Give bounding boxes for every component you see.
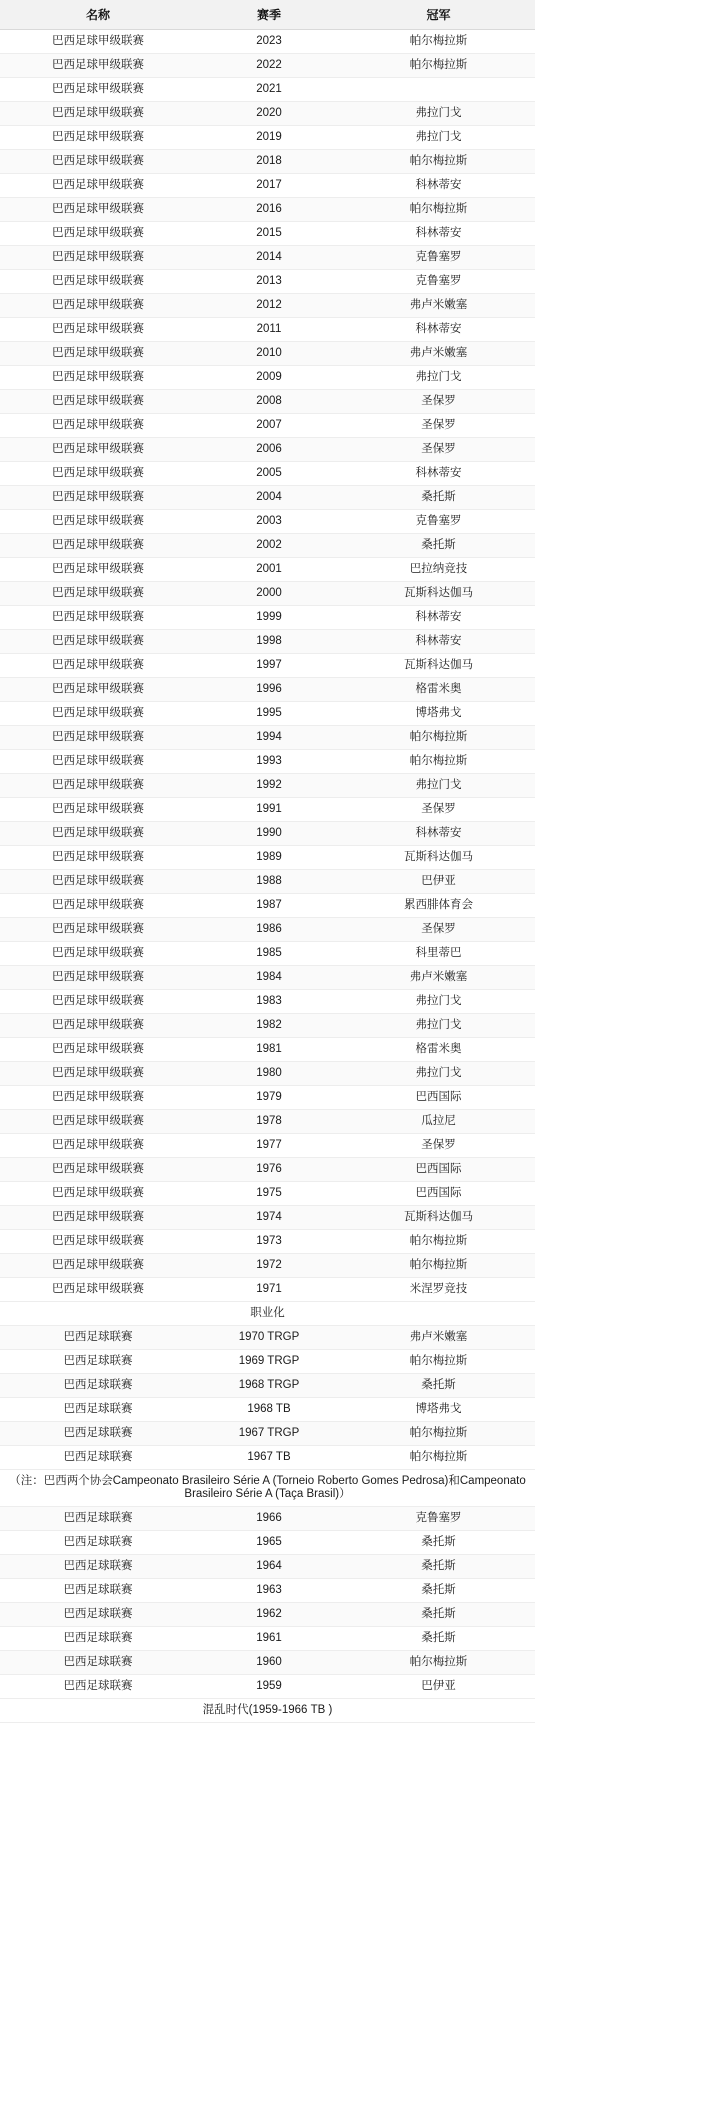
cell-season: 1990 <box>196 822 342 846</box>
table-row <box>0 1350 535 1374</box>
cell-champion: 帕尔梅拉斯 <box>342 30 535 54</box>
table-row <box>0 414 535 438</box>
column-header-name: 名称 <box>0 0 196 30</box>
cell-league-name: 巴西足球甲级联赛 <box>0 918 196 942</box>
cell-champion: 博塔弗戈 <box>342 702 535 726</box>
cell-season: 1984 <box>196 966 342 990</box>
cell-champion: 圣保罗 <box>342 390 535 414</box>
cell-champion: 帕尔梅拉斯 <box>342 1446 535 1470</box>
cell-season: 1960 <box>196 1651 342 1675</box>
cell-league-name: 巴西足球甲级联赛 <box>0 198 196 222</box>
cell-league-name: 巴西足球甲级联赛 <box>0 486 196 510</box>
cell-season: 2016 <box>196 198 342 222</box>
cell-league-name: 巴西足球甲级联赛 <box>0 750 196 774</box>
cell-league-name: 巴西足球甲级联赛 <box>0 414 196 438</box>
cell-champion: 克鲁塞罗 <box>342 246 535 270</box>
cell-season: 1977 <box>196 1134 342 1158</box>
cell-champion: 帕尔梅拉斯 <box>342 54 535 78</box>
cell-season: 2008 <box>196 390 342 414</box>
column-header-season: 赛季 <box>196 0 342 30</box>
section-divider-label: 混乱时代(1959-1966 TB ) <box>0 1699 535 1723</box>
cell-champion: 圣保罗 <box>342 414 535 438</box>
table-row <box>0 606 535 630</box>
cell-season: 2011 <box>196 318 342 342</box>
table-row <box>0 366 535 390</box>
cell-league-name: 巴西足球联赛 <box>0 1507 196 1531</box>
table-row <box>0 54 535 78</box>
cell-league-name: 巴西足球甲级联赛 <box>0 678 196 702</box>
cell-season: 1976 <box>196 1158 342 1182</box>
table-row <box>0 798 535 822</box>
cell-season: 2021 <box>196 78 342 102</box>
cell-champion: 桑托斯 <box>342 1603 535 1627</box>
cell-league-name: 巴西足球甲级联赛 <box>0 630 196 654</box>
cell-champion: 弗拉门戈 <box>342 990 535 1014</box>
cell-season: 2010 <box>196 342 342 366</box>
cell-champion: 瓜拉尼 <box>342 1110 535 1134</box>
cell-season: 1985 <box>196 942 342 966</box>
cell-season: 1962 <box>196 1603 342 1627</box>
table-row <box>0 630 535 654</box>
cell-season: 2017 <box>196 174 342 198</box>
cell-season: 1968 TB <box>196 1398 342 1422</box>
table-row <box>0 1278 535 1302</box>
table-row <box>0 654 535 678</box>
cell-season: 1965 <box>196 1531 342 1555</box>
cell-champion: 帕尔梅拉斯 <box>342 1651 535 1675</box>
cell-champion: 桑托斯 <box>342 1374 535 1398</box>
table-row <box>0 102 535 126</box>
table-row <box>0 1014 535 1038</box>
cell-league-name: 巴西足球甲级联赛 <box>0 102 196 126</box>
note-row <box>0 1470 535 1507</box>
section-divider-row <box>0 1302 535 1326</box>
cell-season: 1991 <box>196 798 342 822</box>
table-row <box>0 822 535 846</box>
table-row <box>0 1422 535 1446</box>
cell-season: 1967 TRGP <box>196 1422 342 1446</box>
cell-champion: 科林蒂安 <box>342 606 535 630</box>
cell-league-name: 巴西足球甲级联赛 <box>0 318 196 342</box>
cell-season: 1968 TRGP <box>196 1374 342 1398</box>
table-row <box>0 1603 535 1627</box>
table-row <box>0 510 535 534</box>
cell-champion: 科林蒂安 <box>342 222 535 246</box>
cell-league-name: 巴西足球联赛 <box>0 1326 196 1350</box>
cell-season: 2007 <box>196 414 342 438</box>
cell-season: 2015 <box>196 222 342 246</box>
cell-league-name: 巴西足球联赛 <box>0 1627 196 1651</box>
table-row <box>0 846 535 870</box>
cell-champion: 科林蒂安 <box>342 174 535 198</box>
cell-league-name: 巴西足球甲级联赛 <box>0 870 196 894</box>
table-row <box>0 318 535 342</box>
cell-league-name: 巴西足球甲级联赛 <box>0 1206 196 1230</box>
table-row <box>0 1627 535 1651</box>
table-row <box>0 486 535 510</box>
cell-season: 1995 <box>196 702 342 726</box>
cell-league-name: 巴西足球甲级联赛 <box>0 726 196 750</box>
table-row <box>0 294 535 318</box>
cell-champion: 米涅罗竞技 <box>342 1278 535 1302</box>
cell-champion: 弗拉门戈 <box>342 366 535 390</box>
cell-league-name: 巴西足球甲级联赛 <box>0 246 196 270</box>
cell-league-name: 巴西足球甲级联赛 <box>0 222 196 246</box>
cell-champion: 克鲁塞罗 <box>342 270 535 294</box>
cell-league-name: 巴西足球甲级联赛 <box>0 654 196 678</box>
cell-league-name: 巴西足球甲级联赛 <box>0 846 196 870</box>
table-row <box>0 126 535 150</box>
cell-champion: 桑托斯 <box>342 1627 535 1651</box>
table-row <box>0 1651 535 1675</box>
cell-league-name: 巴西足球联赛 <box>0 1398 196 1422</box>
cell-season: 1978 <box>196 1110 342 1134</box>
cell-league-name: 巴西足球甲级联赛 <box>0 1062 196 1086</box>
cell-season: 2005 <box>196 462 342 486</box>
table-row <box>0 1062 535 1086</box>
cell-league-name: 巴西足球联赛 <box>0 1446 196 1470</box>
table-row <box>0 390 535 414</box>
cell-champion: 克鲁塞罗 <box>342 510 535 534</box>
cell-league-name: 巴西足球联赛 <box>0 1651 196 1675</box>
table-row <box>0 1206 535 1230</box>
cell-champion: 桑托斯 <box>342 486 535 510</box>
cell-season: 1963 <box>196 1579 342 1603</box>
cell-season: 1972 <box>196 1254 342 1278</box>
table-row <box>0 990 535 1014</box>
cell-season: 2003 <box>196 510 342 534</box>
section-divider-row <box>0 1699 535 1723</box>
cell-league-name: 巴西足球甲级联赛 <box>0 894 196 918</box>
cell-champion: 桑托斯 <box>342 1531 535 1555</box>
cell-league-name: 巴西足球甲级联赛 <box>0 798 196 822</box>
cell-league-name: 巴西足球甲级联赛 <box>0 342 196 366</box>
cell-season: 1994 <box>196 726 342 750</box>
cell-champion: 圣保罗 <box>342 1134 535 1158</box>
table-row <box>0 558 535 582</box>
cell-season: 2000 <box>196 582 342 606</box>
cell-season: 1975 <box>196 1182 342 1206</box>
cell-season: 1966 <box>196 1507 342 1531</box>
cell-season: 2004 <box>196 486 342 510</box>
cell-champion: 累西腓体育会 <box>342 894 535 918</box>
cell-champion: 帕尔梅拉斯 <box>342 1230 535 1254</box>
table-row <box>0 438 535 462</box>
cell-season: 1964 <box>196 1555 342 1579</box>
cell-season: 1986 <box>196 918 342 942</box>
table-row <box>0 702 535 726</box>
cell-league-name: 巴西足球甲级联赛 <box>0 1158 196 1182</box>
table-row <box>0 270 535 294</box>
cell-champion: 科林蒂安 <box>342 822 535 846</box>
header-row <box>0 0 535 30</box>
table-row <box>0 1182 535 1206</box>
cell-season: 2009 <box>196 366 342 390</box>
cell-season: 1979 <box>196 1086 342 1110</box>
table-row <box>0 774 535 798</box>
cell-season: 1998 <box>196 630 342 654</box>
cell-champion: 圣保罗 <box>342 918 535 942</box>
cell-champion: 弗拉门戈 <box>342 126 535 150</box>
table-row <box>0 1230 535 1254</box>
table-row <box>0 246 535 270</box>
cell-season: 1982 <box>196 1014 342 1038</box>
cell-season: 1959 <box>196 1675 342 1699</box>
cell-champion: 桑托斯 <box>342 534 535 558</box>
cell-season: 1993 <box>196 750 342 774</box>
cell-champion: 帕尔梅拉斯 <box>342 1350 535 1374</box>
table-header <box>0 0 535 30</box>
cell-champion: 科林蒂安 <box>342 462 535 486</box>
cell-season: 1980 <box>196 1062 342 1086</box>
table-row <box>0 30 535 54</box>
cell-league-name: 巴西足球甲级联赛 <box>0 1086 196 1110</box>
cell-season: 1987 <box>196 894 342 918</box>
table-row <box>0 462 535 486</box>
cell-league-name: 巴西足球联赛 <box>0 1675 196 1699</box>
cell-league-name: 巴西足球甲级联赛 <box>0 174 196 198</box>
cell-league-name: 巴西足球甲级联赛 <box>0 1254 196 1278</box>
cell-season: 1989 <box>196 846 342 870</box>
table-row <box>0 750 535 774</box>
table-row <box>0 918 535 942</box>
cell-season: 1981 <box>196 1038 342 1062</box>
cell-season: 1961 <box>196 1627 342 1651</box>
cell-season: 2023 <box>196 30 342 54</box>
cell-season: 2012 <box>196 294 342 318</box>
cell-season: 1996 <box>196 678 342 702</box>
table-row <box>0 1158 535 1182</box>
cell-champion: 瓦斯科达伽马 <box>342 582 535 606</box>
cell-league-name: 巴西足球甲级联赛 <box>0 534 196 558</box>
section-divider-label: 职业化 <box>0 1302 535 1326</box>
cell-league-name: 巴西足球甲级联赛 <box>0 294 196 318</box>
cell-champion: 巴伊亚 <box>342 1675 535 1699</box>
cell-champion: 巴西国际 <box>342 1086 535 1110</box>
cell-season: 2006 <box>196 438 342 462</box>
cell-season: 1988 <box>196 870 342 894</box>
cell-league-name: 巴西足球甲级联赛 <box>0 702 196 726</box>
cell-league-name: 巴西足球甲级联赛 <box>0 966 196 990</box>
cell-champion: 巴拉纳竞技 <box>342 558 535 582</box>
table-row <box>0 1038 535 1062</box>
cell-champion: 帕尔梅拉斯 <box>342 750 535 774</box>
table-row <box>0 1086 535 1110</box>
cell-champion: 帕尔梅拉斯 <box>342 198 535 222</box>
cell-league-name: 巴西足球联赛 <box>0 1555 196 1579</box>
cell-league-name: 巴西足球甲级联赛 <box>0 78 196 102</box>
cell-season: 1973 <box>196 1230 342 1254</box>
cell-league-name: 巴西足球甲级联赛 <box>0 54 196 78</box>
table-row <box>0 1579 535 1603</box>
cell-league-name: 巴西足球甲级联赛 <box>0 942 196 966</box>
table-row <box>0 726 535 750</box>
cell-champion: 弗拉门戈 <box>342 1014 535 1038</box>
note-text: （注：巴西两个协会Campeonato Brasileiro Série A (Torneio Roberto Gomes Pedrosa)和Campeonato Brasileiro Série A (Taça Brasil)） <box>0 1470 535 1507</box>
cell-league-name: 巴西足球联赛 <box>0 1531 196 1555</box>
table-row <box>0 1675 535 1699</box>
table-row <box>0 1446 535 1470</box>
cell-season: 2001 <box>196 558 342 582</box>
cell-champion: 弗拉门戈 <box>342 102 535 126</box>
cell-league-name: 巴西足球甲级联赛 <box>0 366 196 390</box>
table-row <box>0 1555 535 1579</box>
cell-season: 1974 <box>196 1206 342 1230</box>
cell-league-name: 巴西足球甲级联赛 <box>0 582 196 606</box>
cell-league-name: 巴西足球联赛 <box>0 1422 196 1446</box>
cell-champion <box>342 78 535 102</box>
cell-league-name: 巴西足球甲级联赛 <box>0 1110 196 1134</box>
cell-champion: 弗拉门戈 <box>342 774 535 798</box>
cell-champion: 巴西国际 <box>342 1158 535 1182</box>
cell-league-name: 巴西足球甲级联赛 <box>0 1038 196 1062</box>
cell-season: 1992 <box>196 774 342 798</box>
cell-season: 2020 <box>196 102 342 126</box>
cell-champion: 弗卢米嫩塞 <box>342 1326 535 1350</box>
cell-champion: 巴西国际 <box>342 1182 535 1206</box>
cell-champion: 圣保罗 <box>342 438 535 462</box>
cell-champion: 格雷米奥 <box>342 678 535 702</box>
table-body <box>0 30 535 1723</box>
cell-league-name: 巴西足球甲级联赛 <box>0 510 196 534</box>
cell-season: 1967 TB <box>196 1446 342 1470</box>
table-row <box>0 582 535 606</box>
cell-league-name: 巴西足球甲级联赛 <box>0 1014 196 1038</box>
cell-champion: 桑托斯 <box>342 1579 535 1603</box>
cell-season: 1970 TRGP <box>196 1326 342 1350</box>
cell-season: 2013 <box>196 270 342 294</box>
table-row <box>0 1531 535 1555</box>
cell-league-name: 巴西足球联赛 <box>0 1374 196 1398</box>
cell-league-name: 巴西足球联赛 <box>0 1603 196 1627</box>
table-row <box>0 222 535 246</box>
cell-league-name: 巴西足球甲级联赛 <box>0 438 196 462</box>
cell-season: 2022 <box>196 54 342 78</box>
cell-champion: 圣保罗 <box>342 798 535 822</box>
cell-season: 1969 TRGP <box>196 1350 342 1374</box>
cell-champion: 瓦斯科达伽马 <box>342 846 535 870</box>
cell-champion: 弗卢米嫩塞 <box>342 294 535 318</box>
cell-league-name: 巴西足球甲级联赛 <box>0 990 196 1014</box>
table-row <box>0 678 535 702</box>
cell-champion: 帕尔梅拉斯 <box>342 726 535 750</box>
cell-season: 2014 <box>196 246 342 270</box>
table-row <box>0 174 535 198</box>
cell-league-name: 巴西足球甲级联赛 <box>0 822 196 846</box>
table-row <box>0 534 535 558</box>
table-row <box>0 966 535 990</box>
cell-champion: 帕尔梅拉斯 <box>342 1254 535 1278</box>
cell-league-name: 巴西足球甲级联赛 <box>0 1278 196 1302</box>
cell-champion: 克鲁塞罗 <box>342 1507 535 1531</box>
cell-season: 2019 <box>196 126 342 150</box>
cell-league-name: 巴西足球联赛 <box>0 1579 196 1603</box>
cell-champion: 瓦斯科达伽马 <box>342 654 535 678</box>
cell-league-name: 巴西足球甲级联赛 <box>0 270 196 294</box>
table-row <box>0 1110 535 1134</box>
table-row <box>0 78 535 102</box>
table-row <box>0 894 535 918</box>
cell-champion: 弗拉门戈 <box>342 1062 535 1086</box>
cell-season: 1997 <box>196 654 342 678</box>
table-row <box>0 942 535 966</box>
cell-champion: 弗卢米嫩塞 <box>342 342 535 366</box>
cell-league-name: 巴西足球甲级联赛 <box>0 462 196 486</box>
cell-season: 1999 <box>196 606 342 630</box>
cell-league-name: 巴西足球甲级联赛 <box>0 390 196 414</box>
cell-champion: 桑托斯 <box>342 1555 535 1579</box>
cell-league-name: 巴西足球甲级联赛 <box>0 30 196 54</box>
cell-league-name: 巴西足球甲级联赛 <box>0 1230 196 1254</box>
table-row <box>0 150 535 174</box>
cell-champion: 瓦斯科达伽马 <box>342 1206 535 1230</box>
cell-league-name: 巴西足球联赛 <box>0 1350 196 1374</box>
table-row <box>0 342 535 366</box>
cell-champion: 科里蒂巴 <box>342 942 535 966</box>
cell-league-name: 巴西足球甲级联赛 <box>0 150 196 174</box>
table-row <box>0 1374 535 1398</box>
table-row <box>0 198 535 222</box>
table-row <box>0 1398 535 1422</box>
cell-league-name: 巴西足球甲级联赛 <box>0 606 196 630</box>
cell-league-name: 巴西足球甲级联赛 <box>0 1182 196 1206</box>
table-row <box>0 1507 535 1531</box>
column-header-champion: 冠军 <box>342 0 535 30</box>
cell-season: 1983 <box>196 990 342 1014</box>
cell-league-name: 巴西足球甲级联赛 <box>0 774 196 798</box>
table-row <box>0 870 535 894</box>
cell-champion: 帕尔梅拉斯 <box>342 1422 535 1446</box>
cell-league-name: 巴西足球甲级联赛 <box>0 1134 196 1158</box>
cell-league-name: 巴西足球甲级联赛 <box>0 126 196 150</box>
cell-league-name: 巴西足球甲级联赛 <box>0 558 196 582</box>
table-row <box>0 1254 535 1278</box>
cell-champion: 科林蒂安 <box>342 630 535 654</box>
cell-champion: 弗卢米嫩塞 <box>342 966 535 990</box>
cell-champion: 博塔弗戈 <box>342 1398 535 1422</box>
cell-champion: 帕尔梅拉斯 <box>342 150 535 174</box>
cell-season: 2018 <box>196 150 342 174</box>
table-row <box>0 1134 535 1158</box>
cell-champion: 科林蒂安 <box>342 318 535 342</box>
cell-season: 1971 <box>196 1278 342 1302</box>
cell-season: 2002 <box>196 534 342 558</box>
cell-champion: 巴伊亚 <box>342 870 535 894</box>
cell-champion: 格雷米奥 <box>342 1038 535 1062</box>
table-row <box>0 1326 535 1350</box>
